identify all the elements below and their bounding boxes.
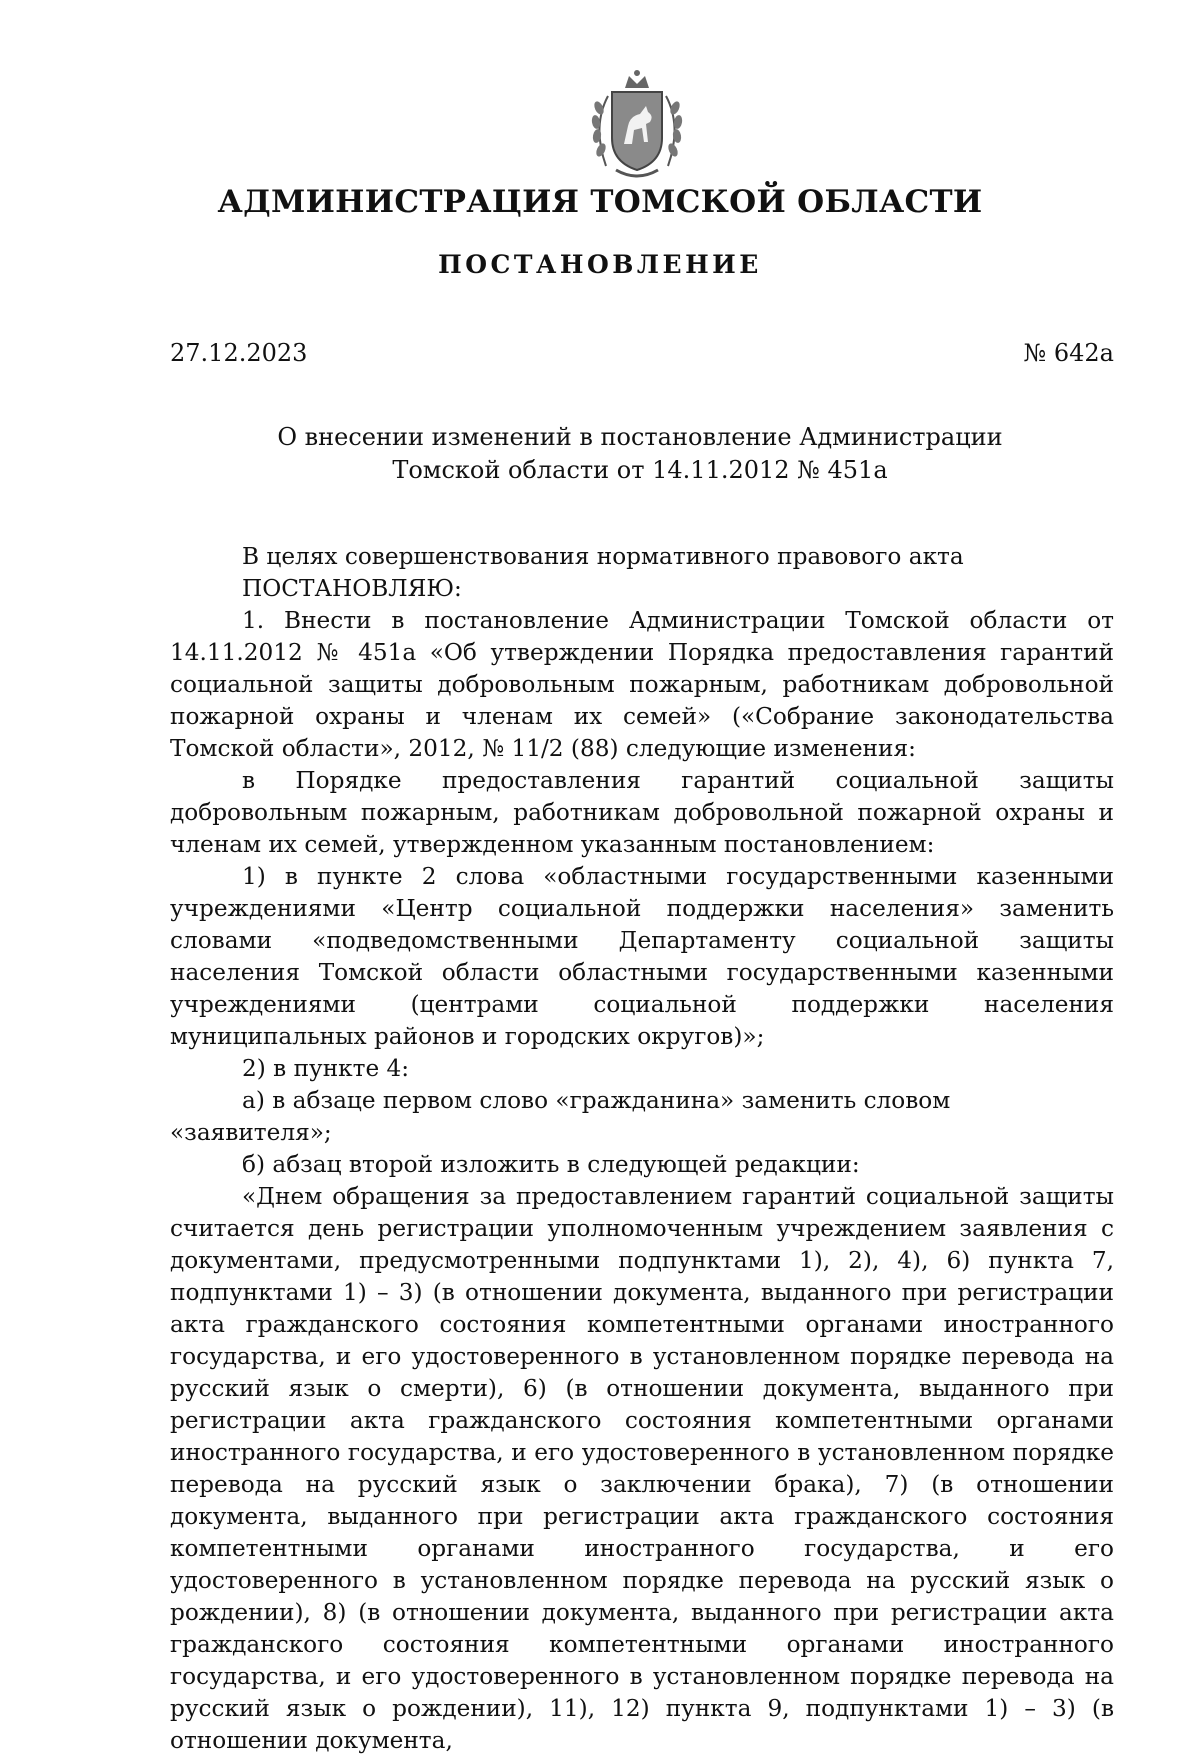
coat-of-arms-icon — [586, 66, 688, 182]
body-paragraph: 2) в пункте 4: — [242, 1055, 410, 1082]
body-paragraph: «Днем обращения за предоставлением гарантий социальной защиты считается день регистрации уполномоченным учреждением заявления с документами, предусмотренными подпунктами 1), 2), 4), 6) пункта 7, подпунктами 1) – 3) (в отношении документа, выданного при регистрации акта гражданского состояния компетентными органами иностранного государства, и его удостоверенного в установленном порядке перевода на русский язык о смерти), 6) (в отношении документа, выданного при регистрации акта гражданского состояния компетентными органами иностранного государства, и его удостоверенного в установленном порядке перевода на русский язык о заключении брака), 7) (в отношении документа, выданного при регистрации акта гражданского состояния компетентными органами иностранного государства, и его удостоверенного в установленном порядке перевода на русский язык о рождении), 8) (в отношении документа, выданного при регистрации акта гражданского состояния компетентными органами иностранного государства, и его удостоверенного в установленном порядке перевода на русский язык о рождении), 11), 12) пункта 9, подпунктами 1) – 3) (в отношении документа, — [170, 1183, 1114, 1754]
body-paragraph: в Порядке предоставления гарантий социальной защиты добровольным пожарным, работникам добровольной пожарной охраны и членам их семей, утвержденном указанным постановлением: — [170, 767, 1114, 858]
subject-line: О внесении изменений в постановление Администрации — [277, 423, 1003, 451]
body-paragraph: а) в абзаце первом слово «гражданина» заменить словом «заявителя»; — [170, 1087, 951, 1146]
document-type: ПОСТАНОВЛЕНИЕ — [438, 250, 762, 279]
body-paragraph: б) абзац второй изложить в следующей редакции: — [242, 1151, 860, 1178]
document-subject — [200, 421, 1080, 487]
document-number: № 642а — [1023, 339, 1114, 367]
body-paragraph: 1. Внести в постановление Администрации Томской области от 14.11.2012 № 451а «Об утверждении Порядка предоставления гарантий социальной защиты добровольным пожарным, работникам добровольной пожарной охраны и членам их семей» («Собрание законодательства Томской области», 2012, № 11/2 (88) следующие изменения: — [170, 607, 1114, 762]
subject-line: Томской области от 14.11.2012 № 451а — [392, 456, 888, 484]
document-body — [170, 541, 1114, 1757]
organization-title: АДМИНИСТРАЦИЯ ТОМСКОЙ ОБЛАСТИ — [217, 184, 983, 220]
body-paragraph: В целях совершенствования нормативного правового акта — [242, 543, 964, 570]
resolution-word: ПОСТАНОВЛЯЮ: — [242, 575, 462, 602]
document-date: 27.12.2023 — [170, 339, 308, 367]
body-paragraph: 1) в пункте 2 слова «областными государственными казенными учреждениями «Центр социальной поддержки населения» заменить словами «подведомственными Департаменту социальной защиты населения Томской области областными государственными казенными учреждениями (центрами социальной поддержки населения муниципальных районов и городских округов)»; — [170, 863, 1114, 1050]
